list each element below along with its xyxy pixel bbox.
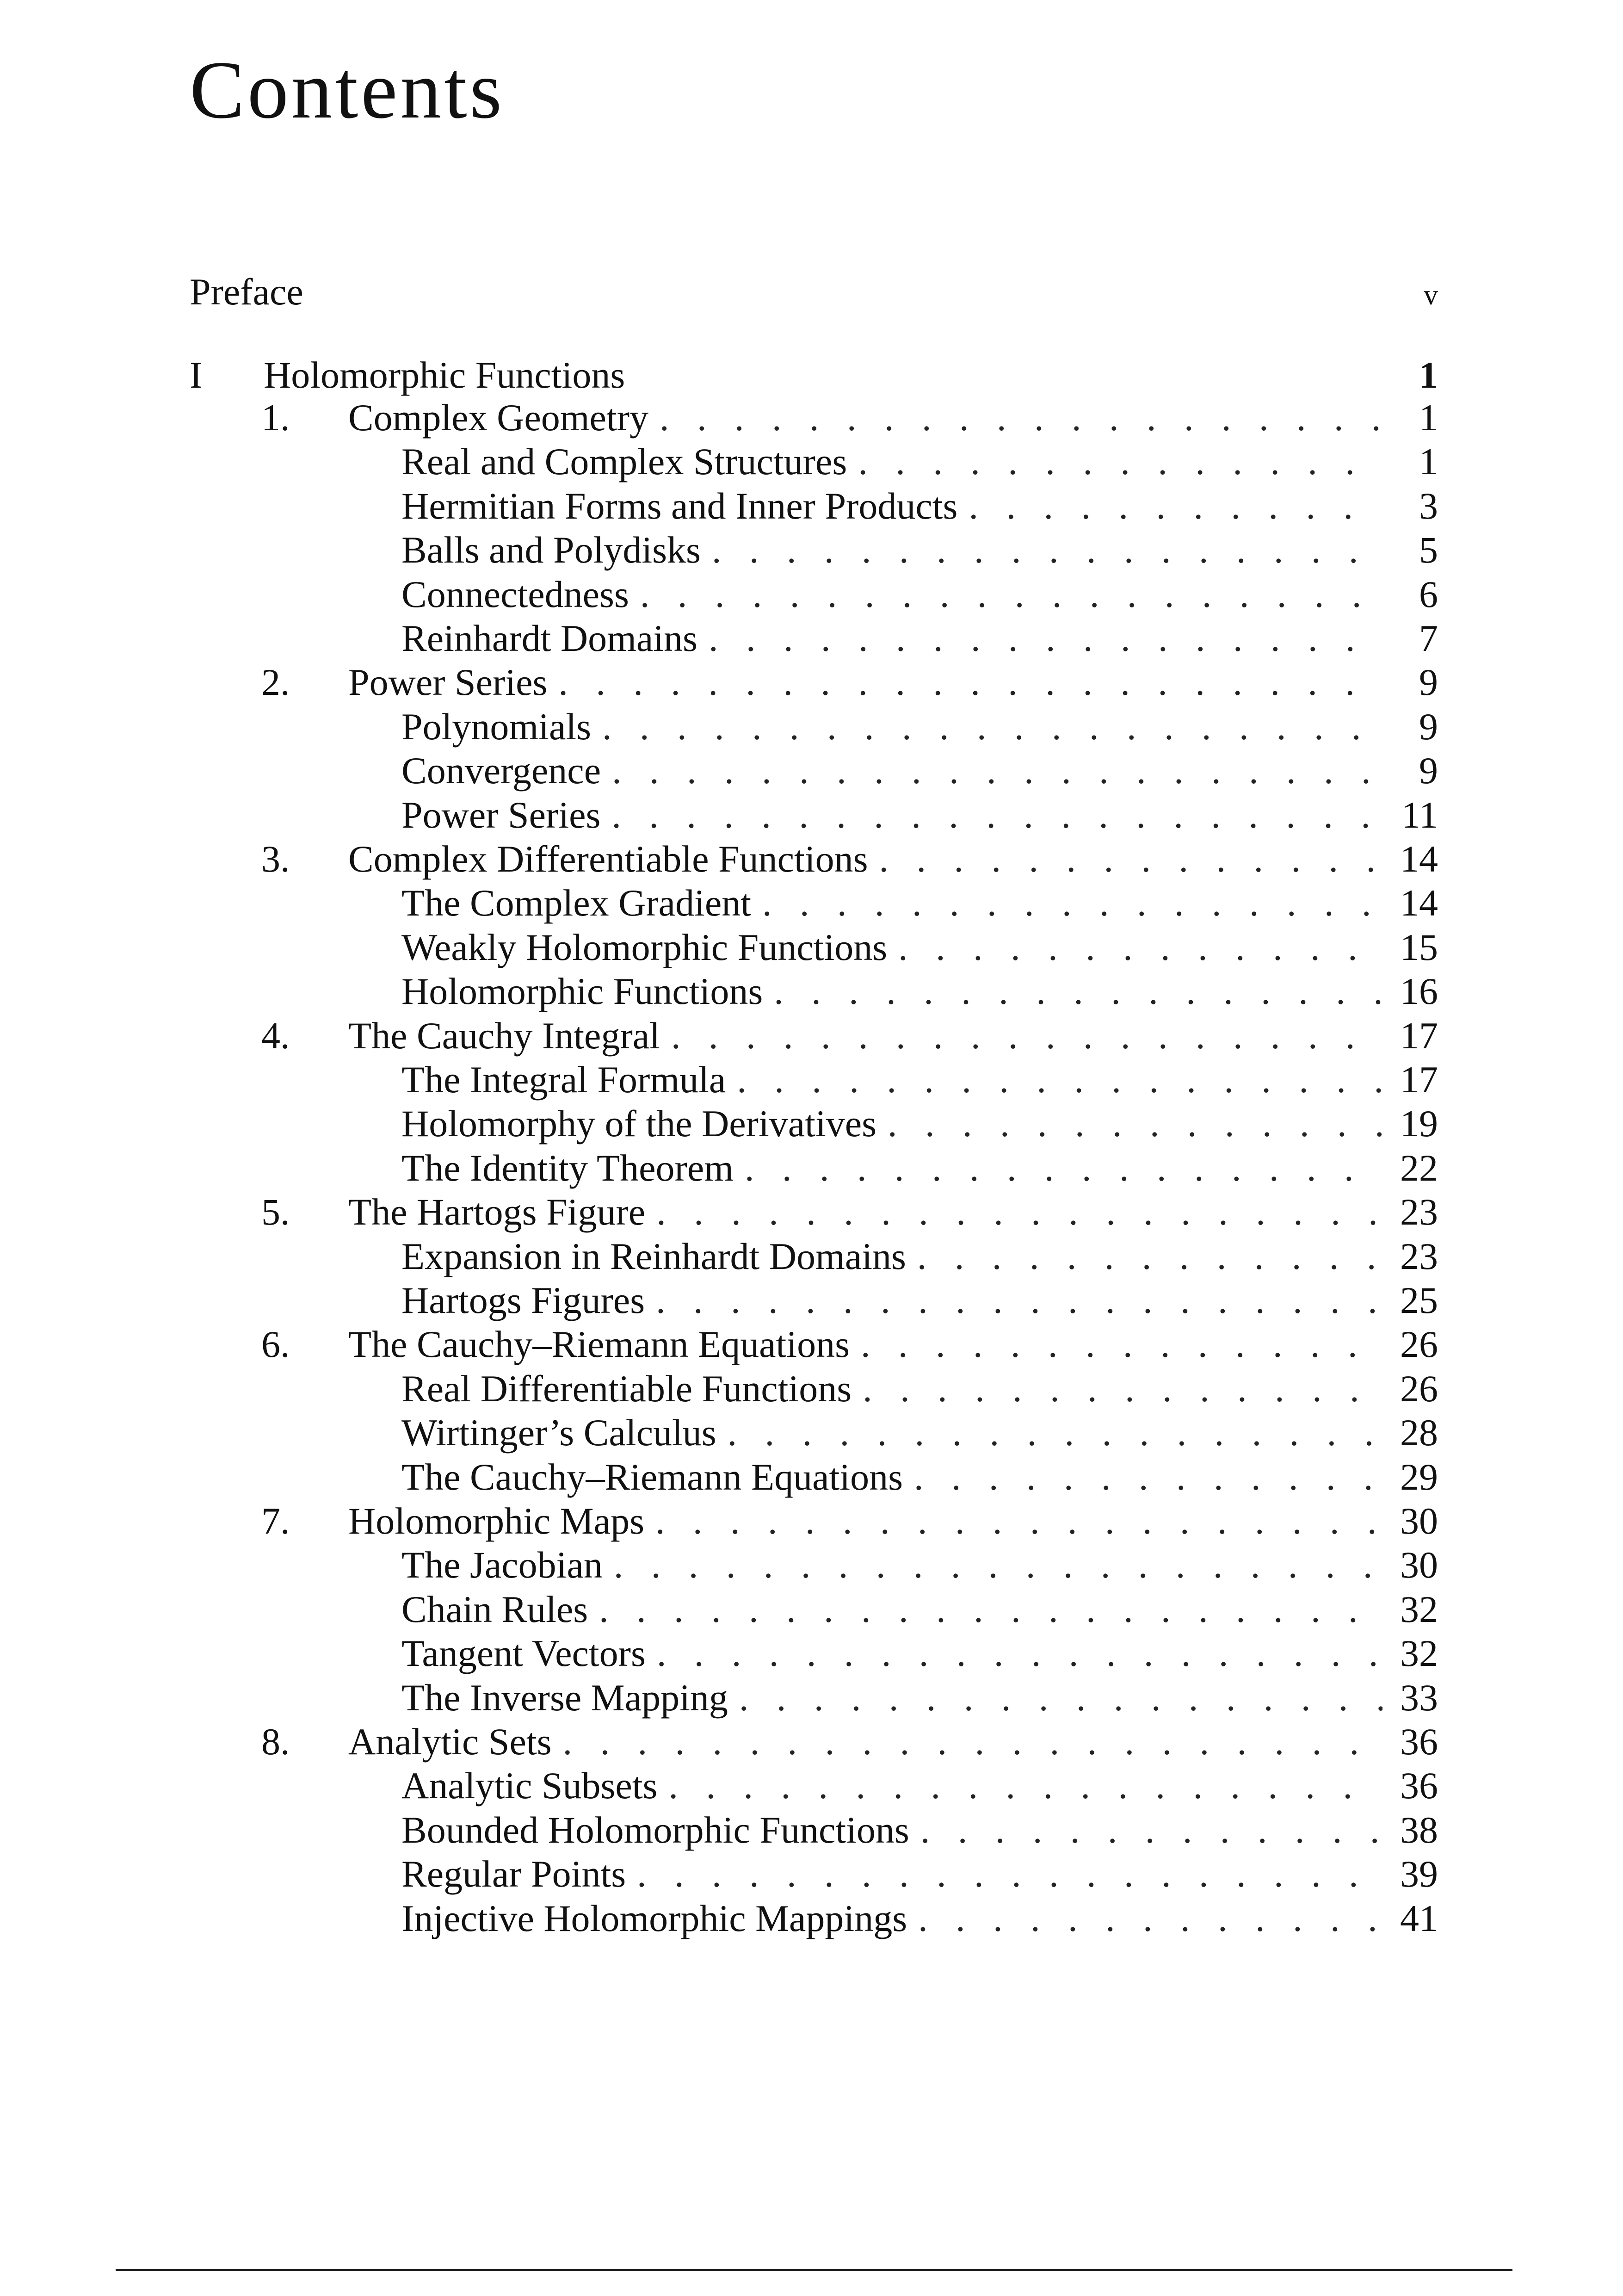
page-number: 29 bbox=[1400, 1456, 1438, 1498]
subsection-title: Connectedness bbox=[401, 573, 629, 615]
page-number: 5 bbox=[1419, 529, 1438, 571]
dot-leader bbox=[745, 1149, 1382, 1187]
page-number: 32 bbox=[1400, 1588, 1438, 1630]
subsection-title: Wirtinger’s Calculus bbox=[401, 1411, 716, 1454]
toc-entry-subsection[interactable] bbox=[401, 1058, 1438, 1101]
chapter-title: Holomorphic Functions bbox=[264, 354, 625, 396]
toc-entry-subsection[interactable] bbox=[401, 1102, 1438, 1145]
subsection-title: Holomorphic Functions bbox=[401, 970, 763, 1012]
subsection-title: The Cauchy–Riemann Equations bbox=[401, 1456, 903, 1498]
page-number: 23 bbox=[1400, 1235, 1438, 1277]
subsection-title: Balls and Polydisks bbox=[401, 529, 701, 571]
page-number: 14 bbox=[1400, 882, 1438, 924]
page-number: 36 bbox=[1400, 1764, 1438, 1807]
subsection-title: The Inverse Mapping bbox=[401, 1677, 728, 1719]
subsection-title: The Integral Formula bbox=[401, 1058, 726, 1101]
toc-entry-subsection[interactable] bbox=[401, 1764, 1438, 1807]
section-title: The Cauchy–Riemann Equations bbox=[348, 1323, 850, 1365]
dot-leader bbox=[612, 752, 1382, 790]
page-number: 30 bbox=[1400, 1544, 1438, 1586]
dot-leader bbox=[563, 1723, 1382, 1761]
page-number: 32 bbox=[1400, 1632, 1438, 1674]
dot-leader bbox=[920, 1811, 1382, 1849]
dot-leader bbox=[879, 840, 1383, 878]
toc-entry-section[interactable] bbox=[261, 1325, 1438, 1363]
section-title: Analytic Sets bbox=[348, 1720, 552, 1763]
subsection-title: Holomorphy of the Derivatives bbox=[401, 1102, 877, 1145]
section-title: Holomorphic Maps bbox=[348, 1500, 644, 1542]
toc-entry-preface[interactable] bbox=[190, 273, 1438, 311]
dot-leader bbox=[918, 1900, 1382, 1937]
subsection-title: Analytic Subsets bbox=[401, 1764, 658, 1807]
dot-leader bbox=[656, 1193, 1382, 1231]
toc-entry-chapter[interactable] bbox=[190, 356, 1438, 394]
page-number: 9 bbox=[1419, 706, 1438, 748]
toc-entry-subsection[interactable] bbox=[401, 487, 1438, 525]
dot-leader bbox=[655, 1502, 1382, 1540]
dot-leader bbox=[898, 928, 1382, 966]
toc-entry-subsection[interactable] bbox=[401, 1546, 1438, 1584]
toc-entry-section[interactable] bbox=[261, 1720, 1438, 1763]
page-number: 1 bbox=[1419, 396, 1438, 439]
toc-entry-section[interactable] bbox=[261, 396, 1438, 439]
page-number: 26 bbox=[1400, 1368, 1438, 1410]
section-title: The Cauchy Integral bbox=[348, 1015, 660, 1057]
subsection-title: Tangent Vectors bbox=[401, 1632, 646, 1674]
section-title: Complex Differentiable Functions bbox=[348, 838, 868, 880]
page-number: 17 bbox=[1400, 1015, 1438, 1057]
section-title: The Hartogs Figure bbox=[348, 1191, 646, 1233]
page-number: 9 bbox=[1419, 749, 1438, 792]
page-number: 7 bbox=[1419, 617, 1438, 659]
subsection-title: Real and Complex Structures bbox=[401, 440, 847, 483]
toc-entry-section[interactable] bbox=[261, 1017, 1438, 1055]
subsection-title: Bounded Holomorphic Functions bbox=[401, 1809, 909, 1851]
section-number: 5. bbox=[261, 1191, 290, 1233]
dot-leader bbox=[858, 443, 1382, 481]
dot-leader bbox=[637, 1855, 1382, 1893]
toc-entry-section[interactable] bbox=[261, 663, 1438, 701]
subsection-title: Hermitian Forms and Inner Products bbox=[401, 485, 958, 527]
toc-entry-subsection[interactable] bbox=[401, 573, 1438, 615]
page-number: 15 bbox=[1400, 926, 1438, 968]
subsection-title: Real Differentiable Functions bbox=[401, 1368, 852, 1410]
dot-leader bbox=[917, 1238, 1382, 1275]
page-number: 28 bbox=[1400, 1411, 1438, 1454]
dot-leader bbox=[914, 1458, 1382, 1496]
dot-leader bbox=[762, 884, 1382, 922]
dot-leader bbox=[739, 1679, 1382, 1717]
page-number: 17 bbox=[1400, 1058, 1438, 1101]
subsection-title: Regular Points bbox=[401, 1853, 626, 1895]
page-number: 19 bbox=[1400, 1102, 1438, 1145]
page-number: 36 bbox=[1400, 1720, 1438, 1763]
section-number: 2. bbox=[261, 661, 290, 703]
page-number: 1 bbox=[1419, 354, 1438, 396]
dot-leader bbox=[656, 1281, 1382, 1319]
dot-leader bbox=[888, 1105, 1382, 1143]
page-number: 11 bbox=[1401, 794, 1438, 836]
section-number: 8. bbox=[261, 1720, 290, 1763]
subsection-title: The Jacobian bbox=[401, 1544, 603, 1586]
dot-leader bbox=[861, 1325, 1382, 1363]
dot-leader bbox=[657, 1634, 1382, 1672]
subsection-title: Power Series bbox=[401, 794, 601, 836]
toc-entry-subsection[interactable] bbox=[401, 972, 1438, 1010]
section-number: 4. bbox=[261, 1015, 290, 1057]
toc-entry-subsection[interactable] bbox=[401, 1855, 1438, 1893]
dot-leader bbox=[774, 972, 1382, 1010]
toc-entry-subsection[interactable] bbox=[401, 749, 1438, 792]
chapter-number: I bbox=[190, 354, 203, 396]
page-number: 9 bbox=[1419, 661, 1438, 703]
toc-entry-subsection[interactable] bbox=[401, 1411, 1438, 1454]
dot-leader bbox=[614, 1546, 1382, 1584]
page-number: 6 bbox=[1419, 573, 1438, 615]
entry-title: Preface bbox=[190, 271, 303, 313]
footer-rule bbox=[116, 2269, 1512, 2271]
subsection-title: Chain Rules bbox=[401, 1588, 588, 1630]
toc-entry-subsection[interactable] bbox=[401, 928, 1438, 966]
dot-leader bbox=[602, 708, 1382, 746]
toc-entry-subsection[interactable] bbox=[401, 796, 1438, 834]
dot-leader bbox=[728, 1414, 1382, 1452]
dot-leader bbox=[640, 576, 1382, 613]
dot-leader bbox=[668, 1767, 1382, 1805]
page-number: 39 bbox=[1400, 1853, 1438, 1895]
page-number: 1 bbox=[1419, 440, 1438, 483]
section-number: 1. bbox=[261, 396, 290, 439]
section-number: 6. bbox=[261, 1323, 290, 1365]
toc-entry-section[interactable] bbox=[261, 840, 1438, 878]
section-title: Power Series bbox=[348, 661, 548, 703]
dot-leader bbox=[863, 1370, 1382, 1408]
subsection-title: Injective Holomorphic Mappings bbox=[401, 1897, 907, 1939]
toc-entry-section[interactable] bbox=[261, 1193, 1438, 1231]
page-number: 16 bbox=[1400, 970, 1438, 1012]
subsection-title: Expansion in Reinhardt Domains bbox=[401, 1235, 906, 1277]
page-number: 22 bbox=[1400, 1147, 1438, 1189]
page-number: 41 bbox=[1400, 1897, 1438, 1939]
page-number: 33 bbox=[1400, 1677, 1438, 1719]
toc-entry-subsection[interactable] bbox=[401, 440, 1438, 483]
subsection-title: The Complex Gradient bbox=[401, 882, 752, 924]
toc-entry-subsection[interactable] bbox=[401, 1235, 1438, 1277]
toc-entry-subsection[interactable] bbox=[401, 1634, 1438, 1672]
page-number: 30 bbox=[1400, 1500, 1438, 1542]
page-number: 14 bbox=[1400, 838, 1438, 880]
toc-entry-subsection[interactable] bbox=[401, 531, 1438, 569]
dot-leader bbox=[712, 531, 1382, 569]
dot-leader bbox=[611, 796, 1382, 834]
section-title: Complex Geometry bbox=[348, 396, 649, 439]
subsection-title: Weakly Holomorphic Functions bbox=[401, 926, 888, 968]
page-title: Contents bbox=[190, 44, 505, 136]
page-number: 3 bbox=[1419, 485, 1438, 527]
subsection-title: The Identity Theorem bbox=[401, 1147, 734, 1189]
page-number: v bbox=[1424, 279, 1438, 311]
page-number: 26 bbox=[1400, 1323, 1438, 1365]
toc-entry-subsection[interactable] bbox=[401, 708, 1438, 746]
subsection-title: Hartogs Figures bbox=[401, 1279, 645, 1321]
subsection-title: Polynomials bbox=[401, 706, 592, 748]
toc-entry-subsection[interactable] bbox=[401, 1811, 1438, 1849]
dot-leader bbox=[660, 399, 1382, 437]
toc-entry-subsection[interactable] bbox=[401, 619, 1438, 657]
toc-entry-subsection[interactable] bbox=[401, 1458, 1438, 1496]
dot-leader bbox=[671, 1017, 1382, 1055]
toc-entry-subsection[interactable] bbox=[401, 1149, 1438, 1187]
dot-leader bbox=[709, 619, 1382, 657]
section-number: 7. bbox=[261, 1500, 290, 1542]
dot-leader bbox=[969, 487, 1382, 525]
dot-leader bbox=[599, 1590, 1382, 1628]
dot-leader bbox=[737, 1061, 1382, 1099]
page-number: 23 bbox=[1400, 1191, 1438, 1233]
toc-entry-subsection[interactable] bbox=[401, 1281, 1438, 1319]
page-number: 25 bbox=[1400, 1279, 1438, 1321]
page-number: 38 bbox=[1400, 1809, 1438, 1851]
subsection-title: Reinhardt Domains bbox=[401, 617, 697, 659]
toc-entry-subsection[interactable] bbox=[401, 1590, 1438, 1628]
toc-entry-section[interactable] bbox=[261, 1502, 1438, 1540]
dot-leader bbox=[558, 663, 1382, 701]
section-number: 3. bbox=[261, 838, 290, 880]
toc-entry-subsection[interactable] bbox=[401, 884, 1438, 922]
subsection-title: Convergence bbox=[401, 749, 601, 792]
toc-entry-subsection[interactable] bbox=[401, 1897, 1438, 1939]
toc-entry-subsection[interactable] bbox=[401, 1370, 1438, 1408]
toc-entry-subsection[interactable] bbox=[401, 1679, 1438, 1717]
